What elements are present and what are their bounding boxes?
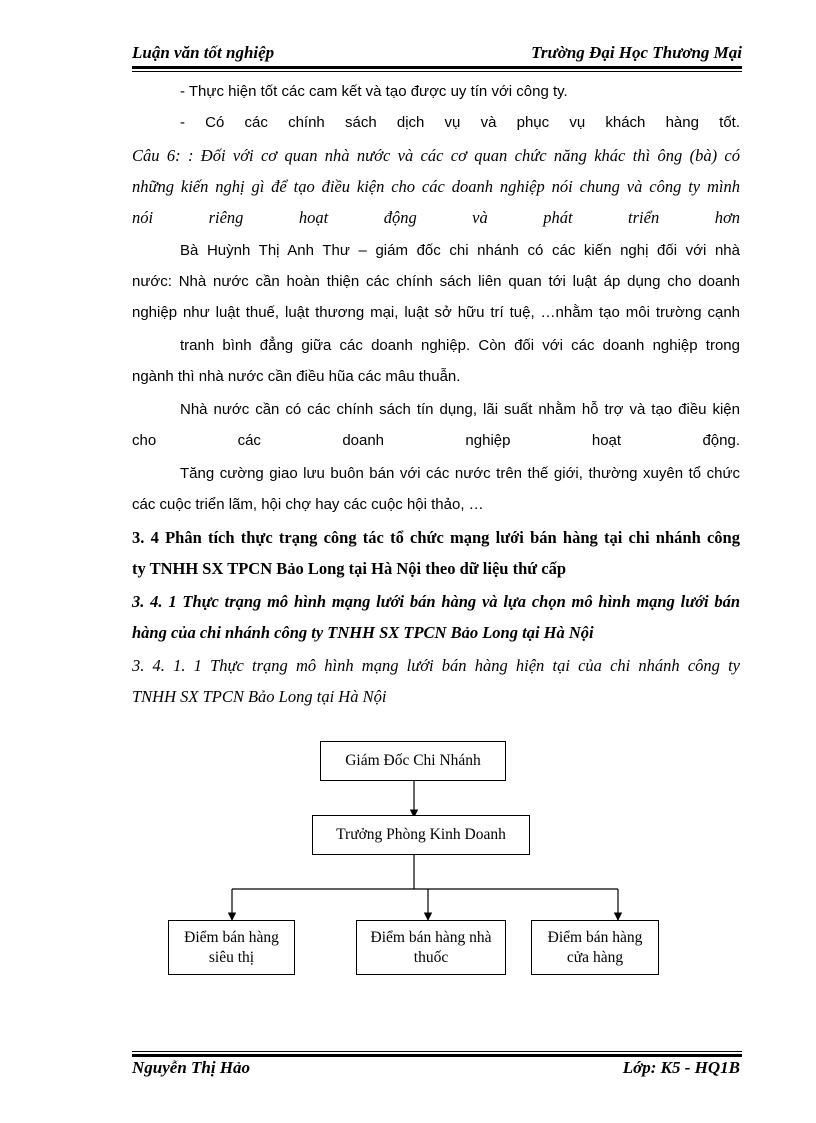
node-supermarket-label-line2: siêu thị: [208, 948, 255, 966]
section-3-4-1-1-heading-line1: 3. 4. 1. 1 Thực trạng mô hình mạng lưới bán hàng hiện tại của chi nhánh công ty: [132, 656, 740, 675]
paragraph-trade-line1: Tăng cường giao lưu buôn bán với các nước trên thế giới, thường xuyên tổ chức: [180, 465, 740, 482]
header-thesis-title: Luận văn tốt nghiệp: [132, 43, 275, 62]
node-store-outlet: [531, 920, 659, 975]
section-3-4-heading-line2: ty TNHH SX TPCN Bảo Long tại Hà Nội theo dữ liệu thứ cấp: [132, 559, 567, 578]
question-6-line2: những kiến nghị gì để tạo điều kiện cho các doanh nghiệp nói chung và công ty mình: [132, 177, 740, 196]
footer-class: Lớp: K5 - HQ1B: [622, 1058, 740, 1077]
node-pharmacy-label-line1: Điểm bán hàng nhà: [370, 928, 492, 946]
section-3-4-1-heading-line2: hàng của chi nhánh công ty TNHH SX TPCN Bảo Long tại Hà Nội: [132, 623, 594, 642]
section-3-4-1-1-heading-line2: TNHH SX TPCN Bảo Long tại Hà Nội: [132, 687, 387, 706]
paragraph-recommendation-line3: nghiệp như luật thuế, luật thương mại, luật sở hữu trí tuệ, …nhằm tạo môi trường cạnh: [132, 304, 740, 321]
footer-rule: [132, 1054, 742, 1057]
node-supermarket-outlet: [168, 920, 295, 975]
node-store-label-line1: Điểm bán hàng: [547, 928, 643, 946]
question-6-line3: nói riêng hoạt động và phát triển hơn: [132, 208, 740, 227]
node-branch-director: Giám Đốc Chi Nhánh: [320, 741, 506, 781]
section-3-4-1-heading-line1: 3. 4. 1 Thực trạng mô hình mạng lưới bán hàng và lựa chọn mô hình mạng lưới bán: [132, 592, 740, 611]
node-pharmacy-label-line2: thuốc: [413, 948, 449, 966]
section-3-4-heading-line1: 3. 4 Phân tích thực trạng công tác tổ chức mạng lưới bán hàng tại chi nhánh công: [132, 528, 740, 547]
footer-author: Nguyễn Thị Hảo: [132, 1058, 251, 1077]
node-sales-manager: Trưởng Phòng Kinh Doanh: [312, 815, 530, 855]
header-university: Trường Đại Học Thương Mại: [531, 43, 742, 62]
node-pharmacy-outlet: [356, 920, 506, 975]
paragraph-recommendation-line2: nước: Nhà nước cần hoàn thiện các chính sách liên quan tới luật áp dụng cho doanh: [132, 273, 740, 290]
paragraph-recommendation-line1: Bà Huỳnh Thị Anh Thư – giám đốc chi nhánh có các kiến nghị đối với nhà: [180, 242, 740, 259]
footer-rule-thin: [132, 1051, 742, 1052]
node-store-label-line2: cửa hàng: [566, 948, 624, 966]
node-supermarket-label-line1: Điểm bán hàng: [184, 928, 279, 946]
paragraph-credit-line1: Nhà nước cần có các chính sách tín dụng, lãi suất nhằm hỗ trợ và tạo điều kiện: [180, 401, 740, 418]
paragraph-service: - Có các chính sách dịch vụ và phục vụ khách hàng tốt.: [180, 114, 740, 131]
paragraph-trade-line2: các cuộc triển lãm, hội chợ hay các cuộc hội thảo, …: [132, 496, 484, 513]
paragraph-competition-line1: tranh bình đẳng giữa các doanh nghiệp. Còn đối với các doanh nghiệp trong: [180, 337, 740, 354]
question-6-line1: Câu 6: : Đối với cơ quan nhà nước và các cơ quan chức năng khác thì ông (bà) có: [132, 146, 740, 165]
paragraph-commitment: - Thực hiện tốt các cam kết và tạo được uy tín với công ty.: [180, 83, 568, 100]
paragraph-credit-line2: cho các doanh nghiệp hoạt động.: [132, 432, 740, 449]
paragraph-competition-line2: ngành thì nhà nước cần điều hũa các mâu thuẫn.: [132, 368, 461, 385]
